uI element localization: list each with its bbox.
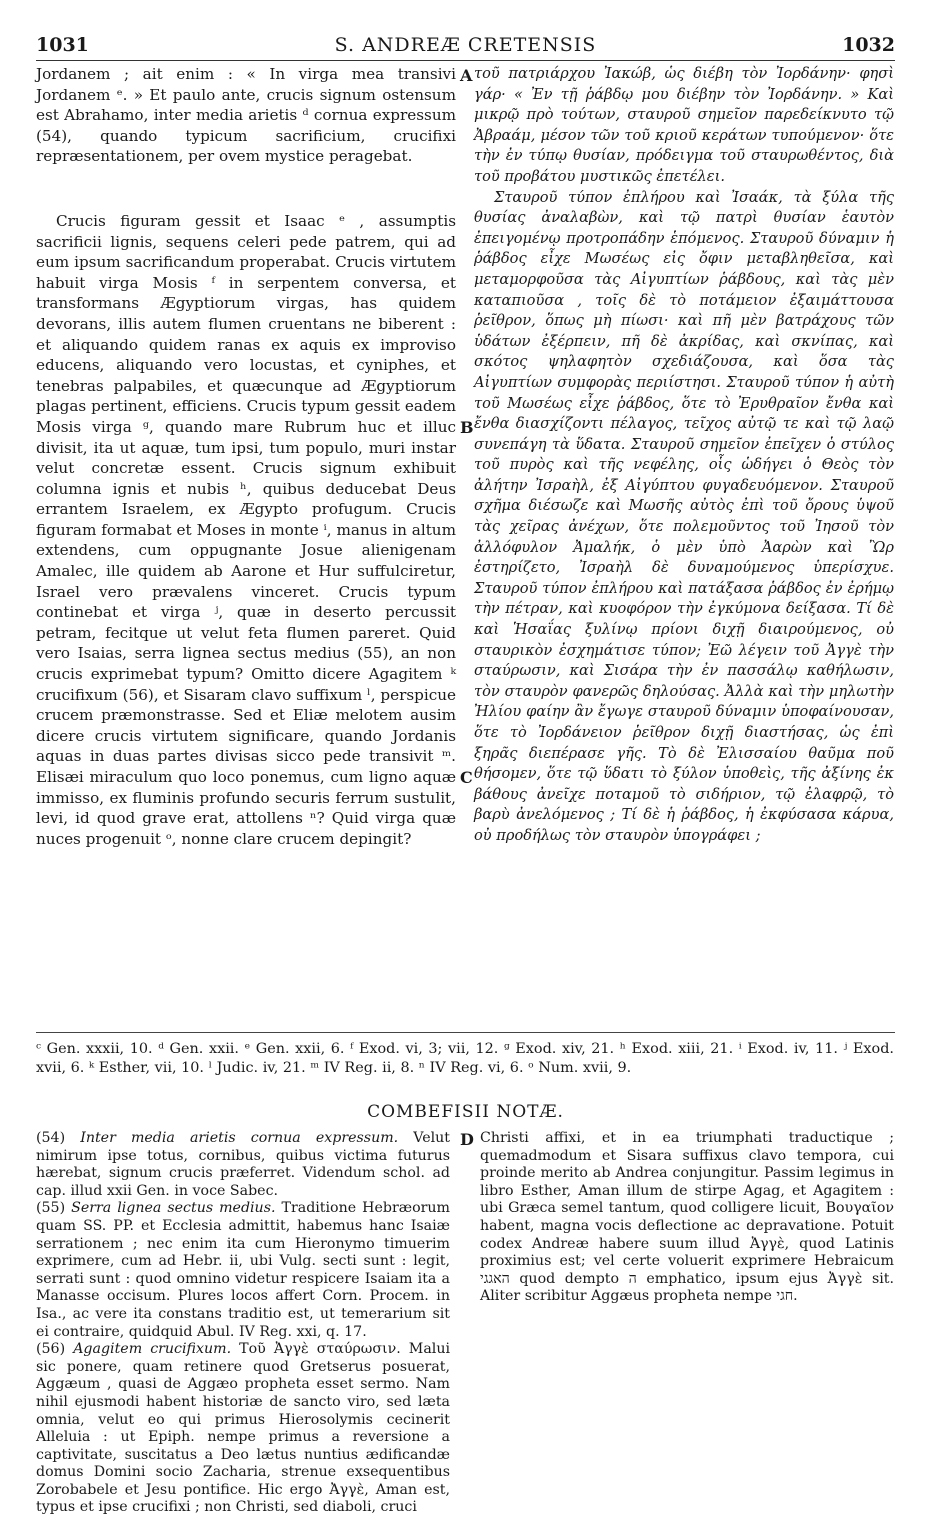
notes-title: COMBEFISII NOTÆ. xyxy=(367,1102,564,1122)
note-55-text: Traditione Hebræorum quam SS. PP. et Ecclesia admittit, habemus hanc Isaiæ serrationem ; nec enim ita cum Hieronymo timuerim exprimere, cum ad Hebr. ii, ubi Vulg. secti sunt : legit, serrati sunt : quod omnino videtur respicere Isaiam ita a Manasse occisum. Plures locos affert Corn. Procem. in Isa., ac vere ita constans traditio est, ut temerarium sit ei contraire, quidquid Abul. IV Reg. xxi, q. 17. xyxy=(36,1200,450,1340)
running-title: S. ANDREÆ CRETENSIS xyxy=(334,34,597,56)
note-56-text: Τοῦ Ἀγγὲ σταύρωσιν. Malui sic ponere, quam retinere quod Gretserus posuerat, Aggæum , quasi de Aggæo propheta esset sermo. Nam nihil ejusmodi habent historiæ de sancto viro, sed læta omnia, velut eo qui primus Hierosolymis cecinerit Alleluia : ut Epiph. nempe primus a reversione a captivitate, suscitatus a Deo lætus nuntius ædificandæ domus Domini socio Zacharia, strenue exsequentibus Zorobabele et Jesu pontifice. Hic ergo Ἀγγὲ, Aman est, typus et ipse crucifixi ; non Christi, sed diaboli, cruci xyxy=(36,1341,450,1516)
notes-column-right xyxy=(480,1130,894,1306)
left-page-number: 1031 xyxy=(36,34,89,56)
right-page-number: 1032 xyxy=(842,34,895,56)
notes-column-left xyxy=(36,1130,450,1517)
latin-paragraph-1: Jordanem ; ait enim : « In virga mea transivi Jordanem ᵉ. » Et paulo ante, crucis signum ostensum est Abrahamo, inter media arietis ᵈ cornua expressum (54), quando typicum sacrificium, crucifixi repræsentationem, per ovem mystice peragebat. xyxy=(36,65,456,166)
margin-marker-d: D xyxy=(460,1130,474,1149)
note-55 xyxy=(36,1200,450,1341)
note-54-lemma: Inter media arietis cornua expressum. xyxy=(80,1130,399,1146)
note-56-continued: Christi affixi, et in ea triumphati traductique ; quemadmodum et Sisara suffixus clavo tempora, cui proinde merito ab Andrea conjungitur. Passim legimus in libro Esther, Aman illum de stirpe Agag, et Agagitem : ubi Græca semel tantum, quod colligere licuit, Βουγαῖον habent, magna vocis deflectione ac depravatione. Potuit codex Andreæ habere suum illud Ἀγγὲ, quod Latinis proximius est; vel certe voluerit exprimere Hebraicum האגגי quod dempto ה emphatico, ipsum ejus Ἀγγὲ sit. Aliter scribitur Aggæus propheta nempe חגי. xyxy=(480,1130,894,1305)
note-56 xyxy=(36,1341,450,1517)
margin-marker-c: C xyxy=(460,768,473,787)
latin-paragraph-2: Crucis figuram gessit et Isaac ᵉ , assumptis sacrificii lignis, sequens celeri pede patrem, qui ad eum ipsum sacrificandum properabat. Crucis virtutem habuit virga Mosis ᶠ in serpentem conversa, et transformans Ægyptiorum virgas, has quidem devorans, illis autem flumen cruentans ne biberent : et aliquando quidem ranas ex aquis ex improviso educens, aliquando vero locustas, et cyniphes, et tenebras palpabiles, et quæcunque ad Ægyptiorum plagas pertinent, efficiens. Crucis typum gessit eadem Mosis virga ᵍ, quando mare Rubrum huc et illuc divisit, ita ut aquæ, tum ipsi, tum populo, muri instar velut concretæ essent. Crucis signum exhibuit columna ignis et nubis ʰ, quibus deducebat Deus errantem Israelem, ex Ægypto profugum. Crucis figuram formabat et Moses in monte ⁱ, manus in altum extendens, cum oppugnante Josue alienigenam Amalec, ille quidem ab Aarone et Hur suffulciretur, Israel vero prævalens vinceret. Crucis typum continebat et virga ʲ, quæ in deserto percussit petram, fecitque ut velut feta flumen pareret. Quid vero Isaias, serra lignea sectus medius (55), an non crucis exprimebat typum? Omitto dicere Agagitem ᵏ crucifixum (56), et Sisaram clavo suffixum ˡ, perspicue crucem præmonstrasse. Sed et Eliæ melotem ausim dicere crucis virtutem significare, quando Jordanis aquas in duas partes divisas sicco pede transivit ᵐ. Elisæi miraculum quo loco ponemus, cum ligno aquæ immisso, ex fluminis profundo securis ferrum sustulit, levi, id quod grave erat, attollens ⁿ? Quid virga quæ nuces progenuit ᵒ, nonne clare crucem depingit? xyxy=(36,211,456,848)
page-header xyxy=(36,34,895,61)
note-55-number: (55) xyxy=(36,1200,66,1217)
note-55-lemma: Serra lignea sectus medius. xyxy=(71,1200,276,1217)
note-56-lemma: Agagitem crucifixum. xyxy=(73,1341,232,1358)
greek-column xyxy=(474,64,894,847)
scripture-footnotes: ᶜ Gen. xxxii, 10. ᵈ Gen. xxii. ᵉ Gen. xxii, 6. ᶠ Exod. vi, 3; vii, 12. ᵍ Exod. xiv, 21. ʰ Exod. xiii, 21. ⁱ Exod. iv, 11. ʲ Exod. xvii, 6. ᵏ Esther, vii, 10. ˡ Judic. iv, 21. ᵐ IV Reg. ii, 8. ⁿ IV Reg. vi, 6. ᵒ Num. xvii, 9. xyxy=(36,1041,894,1076)
note-56-number: (56) xyxy=(36,1341,66,1358)
footnote-divider xyxy=(36,1032,895,1033)
margin-marker-b: B xyxy=(460,418,474,437)
note-54-text: Velut nimirum ipse totus, cornibus, quibus victima futurus hærebat, signum crucis præferret. Videndum schol. ad cap. illud xxii Gen. in voce Sabec. xyxy=(36,1130,451,1199)
note-54-number: (54) xyxy=(36,1130,66,1146)
note-54 xyxy=(36,1130,450,1200)
greek-paragraph-1: τοῦ πατριάρχου Ἰακώβ, ὡς διέβη τὸν Ἰορδάνην· φησὶ γάρ· « Ἐν τῇ ῥάβδῳ μου διέβην τὸν Ἰορδάνην. » Καὶ μικρῷ πρὸ τούτων, σταυροῦ σημεῖον παρεδείκνυτο τῷ Ἀβραάμ, μέσον τῶν τοῦ κριοῦ κεράτων τυπούμενον· ὅτε τὴν ἐν τύπῳ θυσίαν, πρόδειγμα τοῦ σταυρωθέντος, διὰ τοῦ προβάτου μυστικῶς ἐπετέλει. xyxy=(474,65,894,185)
margin-marker-a: A xyxy=(460,66,473,85)
greek-paragraph-2: Σταυροῦ τύπον ἐπλήρου καὶ Ἰσαάκ, τὰ ξύλα τῆς θυσίας ἀναλαβὼν, καὶ τῷ πατρὶ θυσίαν ἑαυτὸν ἐπειγομένῳ προτροπάδην ἑπόμενος. Σταυροῦ δύναμιν ἡ ῥάβδος εἶχε Μωσέως εἰς ὄφιν μεταβληθεῖσα, καὶ μεταμορφοῦσα τὰς Αἰγυπτίων ῥάβδους, καὶ τὰς μὲν καταπιοῦσα , τοῖς δὲ τὸ ποτάμειον ἐξαιμάττουσα ῥεῖθρον, ὅπως μὴ πίωσι· καὶ πῆ μὲν βατράχους τῶν ὑδάτων ἐξέρπειν, πῆ δὲ ἀκρίδας, καὶ σκνίπας, καὶ σκότος ψηλαφητὸν σχεδιάζουσα, καὶ ὅσα τὰς Αἰγυπτίων συμφορὰς περιίστησι. Σταυροῦ τύπον ἡ αὐτὴ τοῦ Μωσέως εἶχε ῥάβδος, ὅτε τὸ Ἐρυθραῖον ἔνθα καὶ ἔνθα διασχίζοντι πέλαγος, τεῖχος αὐτῷ τε καὶ τῷ λαῷ συνεπάγη τὰ ὕδατα. Σταυροῦ σημεῖον ἐπεῖχεν ὁ στύλος τοῦ πυρὸς καὶ τῆς νεφέλης, οἷς ὡδήγει ὁ Θεὸς τὸν ἀλήτην Ἰσραὴλ, ἐξ Αἰγύπτου φυγαδευόμενον. Σταυροῦ σχῆμα διέσωζε καὶ Μωσῆς αὐτὸς ἐπὶ τοῦ ὄρους ὑψοῦ τὰς χεῖρας ἀνέχων, ὅτε πολεμοῦντος τοῦ Ἰησοῦ τὸν ἀλλόφυλον Ἀμαλήκ, ὁ μὲν ὑπὸ Ἀαρὼν καὶ Ὢρ ἐστηρίζετο, Ἰσραὴλ δὲ δυναμούμενος ὑπερίσχυε. Σταυροῦ τύπον ἐπλήρου καὶ πατάξασα ῥάβδος ἐν ἐρήμῳ τὴν πέτραν, καὶ κυοφόρον τὴν ἐγκύμονα δείξασα. Τί δὲ καὶ Ἡσαΐας ξυλίνῳ πρίονι διχῇ διαιρούμενος, οὐ σταυρικὸν ἐσχημάτισε τύπον; Ἐῶ λέγειν τοῦ Ἀγγὲ τὴν σταύρωσιν, καὶ Σισάρα τὴν ἐν πασσάλῳ καθήλωσιν, τὸν σταυρὸν φανερῶς δηλούσας. Ἀλλὰ καὶ τὴν μηλωτὴν Ἠλίου φαίην ἂν ἔγωγε σταυροῦ δύναμιν ὑποφαίνουσαν, ὅτε τὸ Ἰορδάνειον ῥεῖθρον διχῇ διαστήσας, ὡς ἐπὶ ξηρᾶς διεπέρασε γῆς. Τὸ δὲ Ἐλισσαίου θαῦμα ποῦ θήσομεν, ὅτε τῷ ὕδατι τὸ ξύλον ὑποθεὶς, τῆς ἀξίνης ἐκ βάθους ἀνεῖχε ποταμοῦ τὸ σιδήριον, τῷ ἐλαφρῷ, τὸ βαρὺ ἀνελόμενος ; Τί δὲ ἡ ῥάβδος, ἡ ἐκφύσασα κάρυα, οὐ προδήλως τὸν σταυρὸν ὑπογράφει ; xyxy=(474,188,894,844)
latin-column xyxy=(36,64,456,849)
